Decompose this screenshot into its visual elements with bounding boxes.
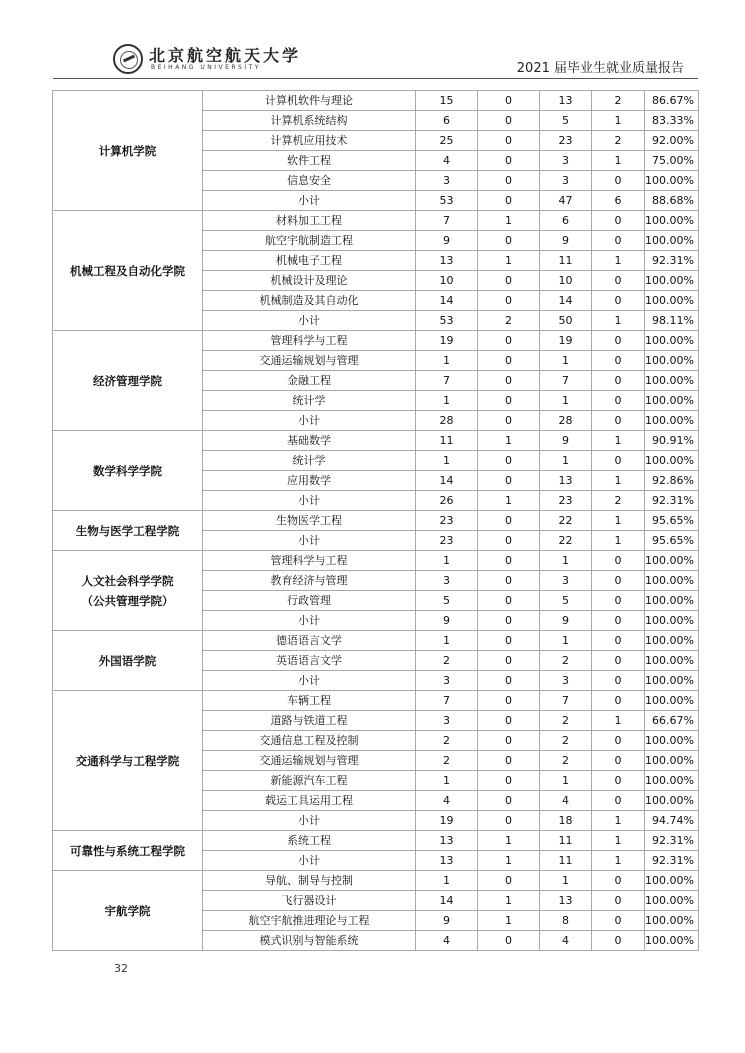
major-name-cell: 航空宇航制造工程 [203, 231, 416, 251]
col-a-cell: 0 [478, 271, 540, 291]
major-name-cell: 基础数学 [203, 431, 416, 451]
page-header [53, 40, 698, 80]
col-b-cell: 2 [540, 651, 592, 671]
col-c-cell: 1 [592, 151, 645, 171]
employment-table [52, 90, 699, 951]
major-name-cell: 统计学 [203, 391, 416, 411]
major-name-cell: 系统工程 [203, 831, 416, 851]
col-a-cell: 0 [478, 231, 540, 251]
rate-cell: 100.00% [645, 931, 699, 951]
college-name: 生物与医学工程学院 [75, 523, 180, 538]
col-b-cell: 23 [540, 491, 592, 511]
college-cell [53, 431, 203, 511]
col-b-cell: 2 [540, 751, 592, 771]
col-a-cell: 0 [478, 791, 540, 811]
col-a-cell: 0 [478, 451, 540, 471]
major-name-cell: 材料加工工程 [203, 211, 416, 231]
col-a-cell: 0 [478, 151, 540, 171]
graduates-cell: 3 [416, 171, 478, 191]
graduates-cell: 14 [416, 291, 478, 311]
major-name-cell: 软件工程 [203, 151, 416, 171]
col-c-cell: 0 [592, 391, 645, 411]
col-b-cell: 22 [540, 511, 592, 531]
rate-cell: 100.00% [645, 631, 699, 651]
graduates-cell: 28 [416, 411, 478, 431]
rate-cell: 66.67% [645, 711, 699, 731]
col-a-cell: 0 [478, 191, 540, 211]
col-b-cell: 13 [540, 91, 592, 111]
col-a-cell: 0 [478, 131, 540, 151]
col-b-cell: 5 [540, 111, 592, 131]
col-b-cell: 9 [540, 231, 592, 251]
graduates-cell: 53 [416, 191, 478, 211]
rate-cell: 100.00% [645, 351, 699, 371]
rate-cell: 100.00% [645, 891, 699, 911]
major-name-cell: 载运工具运用工程 [203, 791, 416, 811]
graduates-cell: 11 [416, 431, 478, 451]
major-name-cell: 机械制造及其自动化 [203, 291, 416, 311]
major-name-cell: 机械电子工程 [203, 251, 416, 271]
col-a-cell: 0 [478, 691, 540, 711]
rate-cell: 100.00% [645, 271, 699, 291]
col-a-cell: 2 [478, 311, 540, 331]
col-c-cell: 1 [592, 531, 645, 551]
col-c-cell: 0 [592, 331, 645, 351]
rate-cell: 100.00% [645, 731, 699, 751]
col-c-cell: 2 [592, 491, 645, 511]
col-b-cell: 3 [540, 151, 592, 171]
col-c-cell: 0 [592, 751, 645, 771]
major-name-cell: 金融工程 [203, 371, 416, 391]
col-c-cell: 1 [592, 511, 645, 531]
major-name-cell: 计算机应用技术 [203, 131, 416, 151]
col-c-cell: 0 [592, 691, 645, 711]
college-name: 机械工程及自动化学院 [70, 263, 185, 278]
logo-chinese-name: 北京航空航天大学 [149, 46, 302, 65]
col-b-cell: 2 [540, 731, 592, 751]
col-c-cell: 1 [592, 711, 645, 731]
col-a-cell: 0 [478, 871, 540, 891]
graduates-cell: 7 [416, 691, 478, 711]
graduates-cell: 13 [416, 851, 478, 871]
col-b-cell: 11 [540, 831, 592, 851]
col-a-cell: 1 [478, 491, 540, 511]
col-a-cell: 0 [478, 411, 540, 431]
col-a-cell: 1 [478, 211, 540, 231]
graduates-cell: 5 [416, 591, 478, 611]
col-b-cell: 28 [540, 411, 592, 431]
college-name: 可靠性与系统工程学院 [70, 843, 185, 858]
col-c-cell: 2 [592, 91, 645, 111]
col-b-cell: 1 [540, 451, 592, 471]
col-c-cell: 0 [592, 571, 645, 591]
col-c-cell: 0 [592, 551, 645, 571]
graduates-cell: 9 [416, 231, 478, 251]
col-a-cell: 1 [478, 831, 540, 851]
major-name-cell: 统计学 [203, 451, 416, 471]
college-cell [53, 691, 203, 831]
major-name-cell: 模式识别与智能系统 [203, 931, 416, 951]
rate-cell: 95.65% [645, 531, 699, 551]
graduates-cell: 23 [416, 511, 478, 531]
table-row [53, 331, 699, 351]
col-b-cell: 14 [540, 291, 592, 311]
college-cell [53, 631, 203, 691]
graduates-cell: 4 [416, 791, 478, 811]
rate-cell: 100.00% [645, 211, 699, 231]
col-a-cell: 0 [478, 551, 540, 571]
rate-cell: 86.67% [645, 91, 699, 111]
major-name-cell: 英语语言文学 [203, 651, 416, 671]
graduates-cell: 13 [416, 251, 478, 271]
col-c-cell: 1 [592, 311, 645, 331]
col-c-cell: 0 [592, 651, 645, 671]
graduates-cell: 3 [416, 711, 478, 731]
rate-cell: 100.00% [645, 671, 699, 691]
major-name-cell: 教育经济与管理 [203, 571, 416, 591]
col-b-cell: 1 [540, 351, 592, 371]
graduates-cell: 26 [416, 491, 478, 511]
major-name-cell: 交通运输规划与管理 [203, 751, 416, 771]
graduates-cell: 1 [416, 451, 478, 471]
college-cell [53, 331, 203, 431]
table-row [53, 511, 699, 531]
col-a-cell: 0 [478, 531, 540, 551]
rate-cell: 100.00% [645, 231, 699, 251]
graduates-cell: 3 [416, 671, 478, 691]
col-a-cell: 1 [478, 911, 540, 931]
college-cell [53, 551, 203, 631]
major-name-cell: 交通信息工程及控制 [203, 731, 416, 751]
table-row [53, 431, 699, 451]
col-a-cell: 0 [478, 611, 540, 631]
col-a-cell: 0 [478, 771, 540, 791]
col-a-cell: 0 [478, 631, 540, 651]
major-name-cell: 小计 [203, 851, 416, 871]
col-b-cell: 9 [540, 611, 592, 631]
col-b-cell: 8 [540, 911, 592, 931]
col-c-cell: 0 [592, 591, 645, 611]
col-a-cell: 0 [478, 351, 540, 371]
table-row [53, 831, 699, 851]
major-name-cell: 飞行器设计 [203, 891, 416, 911]
major-name-cell: 小计 [203, 311, 416, 331]
rate-cell: 100.00% [645, 571, 699, 591]
col-b-cell: 2 [540, 711, 592, 731]
rate-cell: 100.00% [645, 911, 699, 931]
graduates-cell: 23 [416, 531, 478, 551]
col-c-cell: 1 [592, 471, 645, 491]
college-cell [53, 871, 203, 951]
college-name: 计算机学院 [98, 143, 157, 158]
major-name-cell: 管理科学与工程 [203, 331, 416, 351]
col-c-cell: 1 [592, 111, 645, 131]
rate-cell: 100.00% [645, 331, 699, 351]
col-b-cell: 1 [540, 551, 592, 571]
col-c-cell: 1 [592, 811, 645, 831]
rate-cell: 92.31% [645, 831, 699, 851]
col-a-cell: 0 [478, 751, 540, 771]
rate-cell: 100.00% [645, 371, 699, 391]
col-b-cell: 50 [540, 311, 592, 331]
rate-cell: 100.00% [645, 651, 699, 671]
col-b-cell: 18 [540, 811, 592, 831]
major-name-cell: 导航、制导与控制 [203, 871, 416, 891]
col-b-cell: 1 [540, 631, 592, 651]
major-name-cell: 计算机软件与理论 [203, 91, 416, 111]
col-c-cell: 0 [592, 611, 645, 631]
col-a-cell: 0 [478, 711, 540, 731]
major-name-cell: 小计 [203, 671, 416, 691]
col-a-cell: 0 [478, 651, 540, 671]
rate-cell: 92.31% [645, 851, 699, 871]
col-c-cell: 1 [592, 251, 645, 271]
col-b-cell: 11 [540, 251, 592, 271]
col-b-cell: 7 [540, 691, 592, 711]
col-b-cell: 3 [540, 171, 592, 191]
col-c-cell: 0 [592, 171, 645, 191]
col-a-cell: 0 [478, 111, 540, 131]
rate-cell: 100.00% [645, 291, 699, 311]
col-a-cell: 1 [478, 251, 540, 271]
graduates-cell: 7 [416, 211, 478, 231]
rate-cell: 100.00% [645, 551, 699, 571]
rate-cell: 100.00% [645, 411, 699, 431]
col-a-cell: 0 [478, 811, 540, 831]
college-name: 宇航学院 [104, 903, 151, 918]
col-a-cell: 0 [478, 331, 540, 351]
graduates-cell: 19 [416, 811, 478, 831]
col-c-cell: 0 [592, 371, 645, 391]
header-divider [53, 78, 698, 79]
col-a-cell: 0 [478, 371, 540, 391]
page-number: 32 [114, 962, 128, 975]
col-c-cell: 6 [592, 191, 645, 211]
graduates-cell: 7 [416, 371, 478, 391]
col-b-cell: 9 [540, 431, 592, 451]
col-a-cell: 0 [478, 931, 540, 951]
college-cell [53, 91, 203, 211]
rate-cell: 100.00% [645, 171, 699, 191]
major-name-cell: 管理科学与工程 [203, 551, 416, 571]
graduates-cell: 13 [416, 831, 478, 851]
major-name-cell: 信息安全 [203, 171, 416, 191]
table-row [53, 551, 699, 571]
col-b-cell: 3 [540, 571, 592, 591]
col-a-cell: 1 [478, 891, 540, 911]
col-c-cell: 0 [592, 631, 645, 651]
major-name-cell: 小计 [203, 611, 416, 631]
graduates-cell: 15 [416, 91, 478, 111]
graduates-cell: 53 [416, 311, 478, 331]
major-name-cell: 交通运输规划与管理 [203, 351, 416, 371]
col-c-cell: 0 [592, 411, 645, 431]
col-b-cell: 19 [540, 331, 592, 351]
major-name-cell: 德语语言文学 [203, 631, 416, 651]
col-b-cell: 4 [540, 791, 592, 811]
col-c-cell: 0 [592, 231, 645, 251]
major-name-cell: 应用数学 [203, 471, 416, 491]
col-a-cell: 1 [478, 851, 540, 871]
rate-cell: 94.74% [645, 811, 699, 831]
col-c-cell: 0 [592, 891, 645, 911]
rate-cell: 92.31% [645, 491, 699, 511]
university-seal-icon [113, 44, 143, 74]
graduates-cell: 25 [416, 131, 478, 151]
table-row [53, 871, 699, 891]
logo-english-name: BEIHANG UNIVERSITY [151, 64, 261, 71]
graduates-cell: 2 [416, 751, 478, 771]
table-row [53, 691, 699, 711]
col-b-cell: 1 [540, 391, 592, 411]
col-c-cell: 0 [592, 931, 645, 951]
graduates-cell: 2 [416, 731, 478, 751]
major-name-cell: 行政管理 [203, 591, 416, 611]
col-c-cell: 1 [592, 831, 645, 851]
graduates-cell: 19 [416, 331, 478, 351]
table-row [53, 211, 699, 231]
col-a-cell: 0 [478, 91, 540, 111]
col-a-cell: 0 [478, 291, 540, 311]
college-name: 数学科学学院 [93, 463, 162, 478]
major-name-cell: 机械设计及理论 [203, 271, 416, 291]
col-a-cell: 0 [478, 391, 540, 411]
col-b-cell: 1 [540, 771, 592, 791]
rate-cell: 100.00% [645, 691, 699, 711]
col-c-cell: 2 [592, 131, 645, 151]
col-b-cell: 4 [540, 931, 592, 951]
college-name: 经济管理学院 [93, 373, 162, 388]
graduates-cell: 6 [416, 111, 478, 131]
rate-cell: 100.00% [645, 391, 699, 411]
major-name-cell: 计算机系统结构 [203, 111, 416, 131]
rate-cell: 75.00% [645, 151, 699, 171]
rate-cell: 92.86% [645, 471, 699, 491]
college-name: 外国语学院 [98, 653, 157, 668]
col-a-cell: 0 [478, 731, 540, 751]
col-b-cell: 1 [540, 871, 592, 891]
col-c-cell: 0 [592, 451, 645, 471]
graduates-cell: 4 [416, 151, 478, 171]
col-b-cell: 10 [540, 271, 592, 291]
col-c-cell: 1 [592, 431, 645, 451]
col-b-cell: 22 [540, 531, 592, 551]
col-b-cell: 47 [540, 191, 592, 211]
graduates-cell: 4 [416, 931, 478, 951]
rate-cell: 100.00% [645, 611, 699, 631]
graduates-cell: 1 [416, 391, 478, 411]
rate-cell: 100.00% [645, 451, 699, 471]
graduates-cell: 1 [416, 351, 478, 371]
col-c-cell: 0 [592, 211, 645, 231]
col-c-cell: 0 [592, 871, 645, 891]
graduates-cell: 1 [416, 871, 478, 891]
major-name-cell: 新能源汽车工程 [203, 771, 416, 791]
col-a-cell: 0 [478, 591, 540, 611]
rate-cell: 90.91% [645, 431, 699, 451]
col-c-cell: 1 [592, 851, 645, 871]
major-name-cell: 小计 [203, 191, 416, 211]
major-name-cell: 生物医学工程 [203, 511, 416, 531]
col-c-cell: 0 [592, 731, 645, 751]
col-c-cell: 0 [592, 671, 645, 691]
graduates-cell: 1 [416, 631, 478, 651]
col-c-cell: 0 [592, 351, 645, 371]
graduates-cell: 1 [416, 551, 478, 571]
rate-cell: 95.65% [645, 511, 699, 531]
rate-cell: 100.00% [645, 591, 699, 611]
rate-cell: 92.00% [645, 131, 699, 151]
major-name-cell: 小计 [203, 411, 416, 431]
col-c-cell: 0 [592, 291, 645, 311]
col-c-cell: 0 [592, 791, 645, 811]
graduates-cell: 9 [416, 611, 478, 631]
table-row [53, 631, 699, 651]
rate-cell: 88.68% [645, 191, 699, 211]
graduates-cell: 1 [416, 771, 478, 791]
col-b-cell: 23 [540, 131, 592, 151]
col-c-cell: 0 [592, 911, 645, 931]
col-c-cell: 0 [592, 271, 645, 291]
col-b-cell: 11 [540, 851, 592, 871]
col-b-cell: 5 [540, 591, 592, 611]
major-name-cell: 航空宇航推进理论与工程 [203, 911, 416, 931]
table-row [53, 91, 699, 111]
col-a-cell: 1 [478, 431, 540, 451]
college-name: 人文社会科学学院 [81, 573, 174, 588]
rate-cell: 83.33% [645, 111, 699, 131]
col-a-cell: 0 [478, 471, 540, 491]
graduates-cell: 9 [416, 911, 478, 931]
major-name-cell: 道路与铁道工程 [203, 711, 416, 731]
report-title: 2021 届毕业生就业质量报告 [516, 61, 684, 76]
col-b-cell: 6 [540, 211, 592, 231]
rate-cell: 100.00% [645, 771, 699, 791]
graduates-cell: 14 [416, 891, 478, 911]
graduates-cell: 3 [416, 571, 478, 591]
col-a-cell: 0 [478, 571, 540, 591]
col-b-cell: 13 [540, 471, 592, 491]
college-cell [53, 831, 203, 871]
major-name-cell: 车辆工程 [203, 691, 416, 711]
col-b-cell: 3 [540, 671, 592, 691]
graduates-cell: 2 [416, 651, 478, 671]
table-body [53, 91, 699, 951]
rate-cell: 100.00% [645, 751, 699, 771]
col-b-cell: 7 [540, 371, 592, 391]
col-a-cell: 0 [478, 171, 540, 191]
col-a-cell: 0 [478, 671, 540, 691]
col-a-cell: 0 [478, 511, 540, 531]
rate-cell: 98.11% [645, 311, 699, 331]
rate-cell: 100.00% [645, 791, 699, 811]
graduates-cell: 10 [416, 271, 478, 291]
college-name: 交通科学与工程学院 [75, 753, 180, 768]
graduates-cell: 14 [416, 471, 478, 491]
col-b-cell: 13 [540, 891, 592, 911]
rate-cell: 100.00% [645, 871, 699, 891]
col-c-cell: 0 [592, 771, 645, 791]
major-name-cell: 小计 [203, 491, 416, 511]
college-name: （公共管理学院） [81, 593, 174, 608]
college-cell [53, 511, 203, 551]
university-logo [113, 44, 333, 78]
major-name-cell: 小计 [203, 531, 416, 551]
college-cell [53, 211, 203, 331]
major-name-cell: 小计 [203, 811, 416, 831]
rate-cell: 92.31% [645, 251, 699, 271]
